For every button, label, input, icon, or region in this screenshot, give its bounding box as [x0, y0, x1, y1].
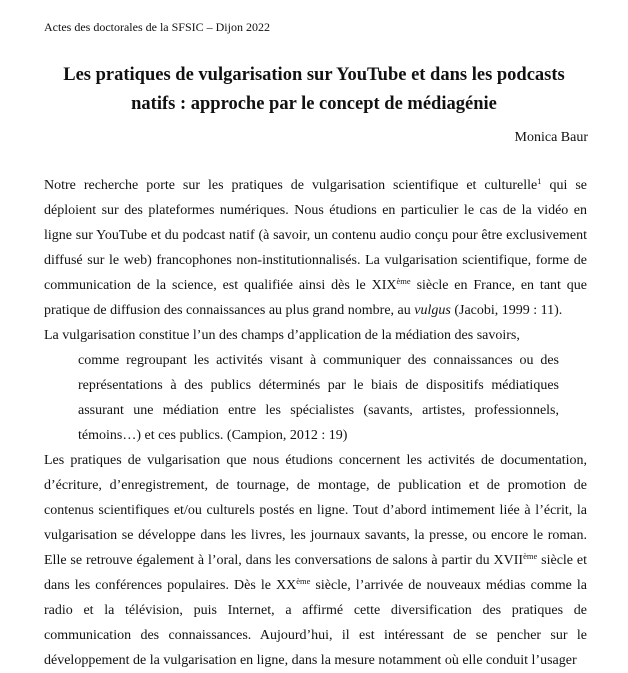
century-superscript: ème: [296, 576, 311, 586]
century-superscript: ème: [523, 551, 538, 561]
footnote-marker[interactable]: 1: [537, 176, 542, 186]
article-title: [44, 61, 584, 119]
latin-term: vulgus: [414, 303, 451, 318]
paragraph-mediation: La vulgarisation constitue l’un des champs d’application de la médiation des savoirs,: [44, 328, 520, 343]
running-header: Actes des doctorales de la SFSIC – Dijon 2022: [44, 20, 270, 34]
paragraph-practices: Les pratiques de vulgarisation que nous étudions concernent les activités de documentation, d’écriture, d’enregistrement, de tournage, de montage, de publication et de promotion de contenus scientifiques et/ou culturels postés en ligne. Tout d’abord intimement liée à l’écrit, la vulgarisation se développe dans les livres, les journaux savants, la presse, ou encore le roman. Elle se retrouve également à l’oral, dans les conversations de salons à partir du XVIIème siècle et dans les conférences populaires. Dès le XXème siècle, l’arrivée de nouveaux médias comme la radio et la télévision, puis Internet, a affirmé cette diversification des pratiques de communication des connaissances. Aujourd’hui, il est intéressant de se pencher sur le développement de la vulgarisation en ligne, dans la mesure notamment où elle conduit l’usager: [44, 453, 587, 668]
paragraph-intro: Notre recherche porte sur les pratiques de vulgarisation scientifique et culturelle$^1$ qui se déploient sur des plateformes numériques. Nous étudions en particulier le cas de la vidéo en ligne sur YouTube et du podcast natif (à savoir, un contenu audio conçu pour être exclusivement diffusé sur le web) francophones non-institutionnalisés. La vulgarisation scientifique, forme de communication de la science, est qualifiée ainsi dès le XIXème siècle en France, en tant que pratique de diffusion des connaissances au plus grand nombre, au vulgus (Jacobi, 1999 : 11).: [44, 176, 588, 318]
century-superscript: ème: [396, 276, 411, 286]
article-body: [44, 173, 587, 673]
author-name: Monica Baur: [514, 130, 588, 145]
article-title-line-1: Les pratiques de vulgarisation sur YouTube et dans les podcasts: [63, 65, 565, 85]
article-title-line-2: natifs : approche par le concept de médiagénie: [131, 94, 497, 114]
block-quote: comme regroupant les activités visant à communiquer des connaissances ou des représentations à des publics déterminés par le biais de dispositifs médiatiques assurant une médiation entre les spécialistes (savants, artistes, professionnels, témoins…) et ces publics. (Campion, 2012 : 19): [78, 353, 559, 443]
